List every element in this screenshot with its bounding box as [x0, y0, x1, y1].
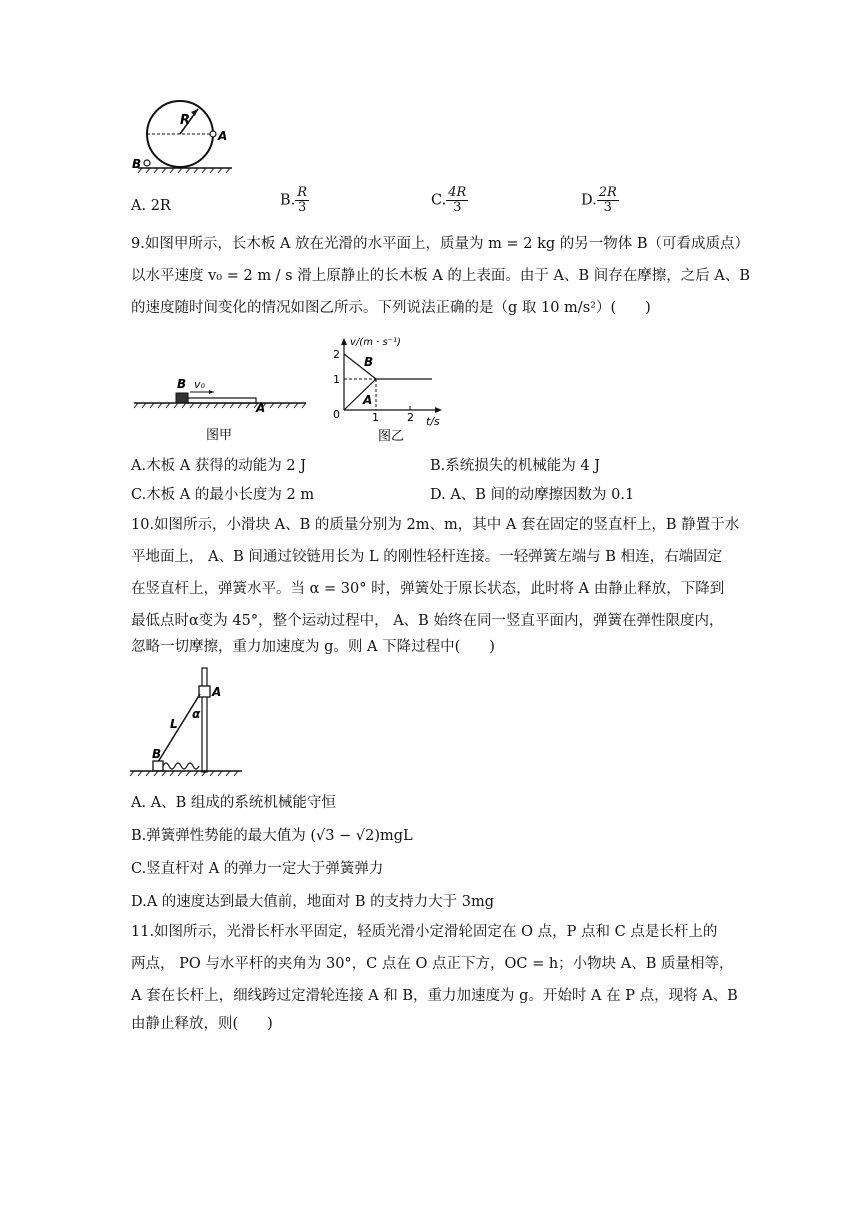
q10-option-a: A. A、B 组成的系统机械能守恒	[131, 795, 336, 811]
q9-text-line1: 9.如图甲所示，长木板 A 放在光滑的水平面上，质量为 m = 2 kg 的另一物体 B（可看成质点）	[131, 236, 750, 252]
label-alpha: α	[192, 707, 201, 721]
y-axis-label: v/(m · s⁻¹)	[350, 337, 401, 348]
label-B: B	[177, 377, 187, 391]
y-tick-1: 1	[333, 373, 340, 386]
line-label-B: B	[364, 355, 374, 369]
line-label-A: A	[363, 393, 373, 407]
q11-text-line2: 两点， PO 与水平杆的夹角为 30°，C 点在 O 点正下方，OC = h；小物块 A、B 质量相等，	[131, 956, 734, 972]
q10-text-line1: 10.如图所示，小滑块 A、B 的质量分别为 2m、m，其中 A 套在固定的竖直杆上，B 静置于水	[131, 517, 740, 533]
q11-text-line3: A 套在长杆上，细线跨过定滑轮连接 A 和 B，重力加速度为 g。开始时 A 在 P 点，现将 A、B	[131, 988, 738, 1004]
q10-text-line4: 最低点时α变为 45°，整个运动过程中， A、B 始终在同一竖直平面内，弹簧在弹性限度内，	[131, 613, 724, 629]
q10-text-line5: 忽略一切摩擦，重力加速度为 g。则 A 下降过程中( )	[131, 639, 495, 655]
q10-option-c: C.竖直杆对 A 的弹力一定大于弹簧弹力	[131, 861, 384, 877]
q8-option-d: D. $\frac{2R}{3}$	[581, 185, 617, 215]
q8-option-a: A. 2R	[131, 198, 171, 214]
label-L: L	[170, 717, 178, 731]
caption-yi: 图乙	[378, 429, 405, 444]
q9-option-a: A.木板 A 获得的动能为 2 J	[131, 458, 307, 474]
q11-text-line4: 由静止释放，则( )	[131, 1016, 273, 1032]
x-axis-label: t/s	[426, 415, 440, 428]
q10-text-line3: 在竖直杆上，弹簧水平。当 α = 30° 时，弹簧处于原长状态，此时将 A 由静止释放，下降到	[131, 581, 725, 597]
fraction: $\frac{R}{3}$	[297, 185, 308, 215]
q10-text-line2: 平地面上， A、B 间通过铰链用长为 L 的刚性轻杆连接。一轻弹簧左端与 B 相连，右端固定	[131, 549, 723, 565]
fraction: $\frac{2R}{3}$	[598, 185, 617, 215]
q10-option-d: D.A 的速度达到最大值前，地面对 B 的支持力大于 3mg	[131, 894, 495, 910]
rod-spring-figure	[128, 662, 248, 780]
q11-text-line1: 11.如图所示，光滑长杆水平固定，轻质光滑小定滑轮固定在 O 点，P 点和 C 点是长杆上的	[131, 924, 718, 940]
q9-option-b: B.系统损失的机械能为 4 J	[430, 458, 601, 474]
q8-option-b: B. $\frac{R}{3}$	[280, 185, 308, 215]
x-tick-2: 2	[407, 411, 414, 424]
board-block-figure	[130, 350, 310, 445]
label-A: A	[256, 401, 266, 415]
fraction: $\frac{4R}{3}$	[448, 185, 467, 215]
label-B: B	[132, 157, 142, 171]
q9-text-line2: 以水平速度 v₀ = 2 m / s 滑上原静止的长木板 A 的上表面。由于 A、B 间存在摩擦，之后 A、B	[131, 268, 750, 284]
caption-jia: 图甲	[206, 428, 233, 443]
q10-option-b: B.弹簧弹性势能的最大值为 (√3 − √2)mgL	[131, 828, 413, 844]
label-A: A	[212, 685, 222, 699]
label-R: R	[180, 113, 191, 128]
circle-track-figure	[128, 96, 238, 176]
q9-option-d: D. A、B 间的动摩擦因数为 0.1	[430, 487, 635, 503]
y-tick-2: 2	[333, 348, 340, 361]
q9-text-line3: 的速度随时间变化的情况如图乙所示。下列说法正确的是（g 取 10 m/s²）( )	[131, 300, 651, 316]
q9-option-c: C.木板 A 的最小长度为 2 m	[131, 487, 315, 503]
label-v0: v₀	[194, 378, 205, 391]
q8-option-c: C. $\frac{4R}{3}$	[431, 185, 467, 215]
velocity-time-graph	[330, 334, 450, 446]
label-B: B	[152, 747, 162, 761]
origin-label: 0	[333, 408, 340, 421]
label-A: A	[218, 129, 228, 143]
x-tick-1: 1	[372, 411, 379, 424]
